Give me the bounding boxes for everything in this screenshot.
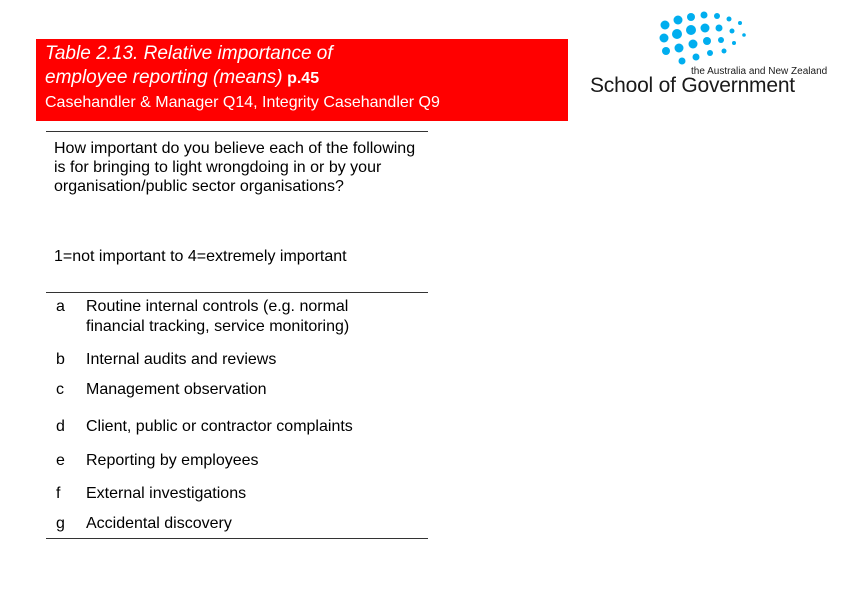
item-letter: a: [56, 298, 65, 315]
item-text: Internal audits and reviews: [86, 351, 277, 368]
table-title-line-1: Table 2.13. Relative importance of: [45, 43, 333, 64]
item-text: Management observation: [86, 381, 267, 398]
item-letter: c: [56, 381, 64, 398]
table-title-line-2: [45, 66, 568, 91]
table-title-main: employee reporting (means): [45, 67, 283, 88]
item-text: Client, public or contractor complaints: [86, 418, 353, 435]
item-letter: e: [56, 452, 65, 469]
table-subtitle: Casehandler & Manager Q14, Integrity Casehandler Q9: [45, 94, 440, 111]
title-banner: [36, 39, 568, 121]
survey-question: How important do you believe each of the following is for bringing to light wrongdoing in or by your organisation/public sector organisations?: [54, 140, 416, 195]
table-title-page-ref: p.45: [282, 70, 320, 87]
item-letter: d: [56, 418, 65, 435]
school-of-government-logo: [590, 10, 830, 100]
item-text-line-2: financial tracking, service monitoring): [86, 318, 350, 335]
item-text: Reporting by employees: [86, 452, 259, 469]
logo-name: School of Government: [590, 74, 795, 97]
top-divider: [46, 131, 428, 132]
logo-tagline: the Australia and New Zealand: [691, 66, 828, 77]
item-letter: b: [56, 351, 65, 368]
middle-divider: [46, 292, 428, 293]
item-text: Accidental discovery: [86, 515, 232, 532]
bottom-divider: [46, 538, 428, 539]
rating-scale: 1=not important to 4=extremely important: [54, 248, 347, 265]
item-letter: g: [56, 515, 65, 532]
logo-dots-icon: [654, 10, 774, 70]
item-letter: f: [56, 485, 61, 502]
item-text-line-1: Routine internal controls (e.g. normal: [86, 298, 349, 315]
item-text: External investigations: [86, 485, 247, 502]
item-text: [86, 297, 426, 337]
